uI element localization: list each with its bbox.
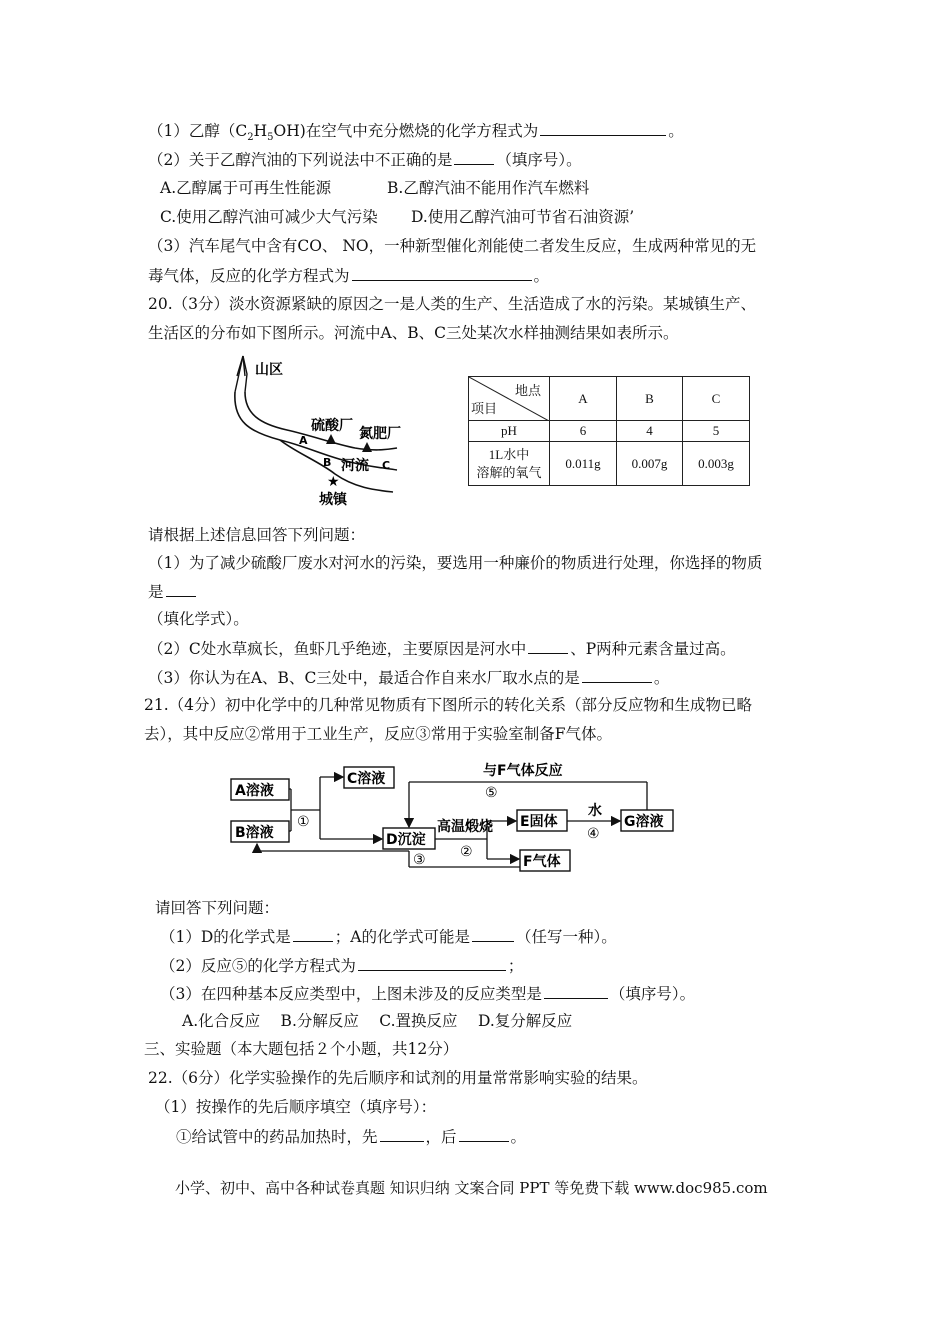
answer-blank[interactable]	[293, 926, 333, 942]
q19-line4-b: 。	[533, 267, 550, 285]
q21-sub3-a: （3）在四种基本反应类型中，上图未涉及的反应类型是	[160, 985, 542, 1003]
map-label-river: 河流	[341, 458, 369, 474]
q19-line2-b: （填序号）。	[496, 151, 582, 169]
table-cell: 5	[683, 421, 750, 442]
q19-option-a: A.乙醇属于可再生性能源	[160, 179, 332, 197]
q21-sub1-a: （1）D的化学式是	[160, 928, 291, 946]
q19-line1-d: 。	[668, 122, 684, 140]
answer-blank[interactable]	[528, 638, 568, 654]
corner-top-label: 地点	[514, 383, 541, 398]
answer-blank[interactable]	[459, 1126, 509, 1142]
q20-sub2-a: （2）C处水草疯长，鱼虾几乎绝迹，主要原因是河水中	[148, 640, 527, 658]
q19-line2-a: （2）关于乙醇汽油的下列说法中不正确的是	[148, 151, 453, 169]
table-cell: 4	[617, 421, 683, 442]
town-star-marker: ★	[327, 474, 340, 490]
table-header: C	[683, 377, 750, 421]
reaction-2-label: ②	[460, 844, 473, 860]
map-point-c: C	[382, 459, 391, 472]
table-corner-cell	[469, 377, 550, 421]
q19-line4	[148, 265, 549, 286]
q21-options: A.化合反应 B.分解反应 C.置换反应 D.复分解反应	[182, 1012, 573, 1030]
q22-line3-a: ①给试管中的药品加热时，先	[176, 1128, 378, 1146]
subscript-5: 5	[267, 132, 274, 144]
q19-line2	[148, 149, 582, 170]
subscript-2: 2	[247, 132, 254, 144]
answer-blank[interactable]	[166, 581, 196, 597]
table-row-label: pH	[469, 421, 550, 442]
q21-sub2	[160, 955, 523, 976]
q21-sub2-b: ；	[507, 957, 524, 975]
answer-blank[interactable]	[472, 926, 514, 942]
q22-line3-b: ，后	[425, 1128, 457, 1146]
q19-option-b: B.乙醇汽油不能用作汽车燃料	[387, 179, 590, 197]
answer-blank[interactable]	[358, 955, 506, 971]
map-label-mountain: 山区	[255, 362, 283, 378]
box-g-label: G溶液	[624, 814, 664, 830]
q19-option-d: D.使用乙醇汽油可节省石油资源’	[411, 208, 635, 226]
box-d-label: D沉淀	[386, 832, 426, 848]
answer-blank[interactable]	[582, 667, 652, 683]
q19-line3: （3）汽车尾气中含有CO、 NO，一种新型催化剂能使二者发生反应，生成两种常见的无	[148, 237, 757, 255]
q20-sub3-b: 。	[653, 669, 670, 687]
q19-line1-c: OH)在空气中充分燃烧的化学方程式为	[273, 122, 539, 140]
map-point-b: B	[323, 456, 332, 469]
map-label-nitrogen-factory: 氮肥厂	[359, 426, 401, 442]
q21-line1: 21.（4分）初中化学中的几种常见物质有下图所示的转化关系（部分反应物和生成物已略	[144, 696, 753, 714]
q22-line3-c: 。	[510, 1128, 527, 1146]
q19-line1-b: H	[253, 122, 268, 140]
q19-line1	[148, 120, 684, 148]
q21-sub3-b: （填序号）。	[609, 985, 696, 1003]
section-3-heading: 三、实验题（本大题包括２个小题，共12分）	[144, 1040, 459, 1058]
page-footer: 小学、初中、高中各种试卷真题 知识归纳 文案合同 PPT 等免费下载 www.doc985.com	[175, 1179, 768, 1197]
answer-blank[interactable]	[380, 1126, 424, 1142]
box-a-label: A溶液	[235, 783, 274, 799]
answer-blank[interactable]	[352, 265, 532, 281]
q20-sub1-line2	[148, 581, 198, 602]
map-point-a: A	[299, 434, 308, 447]
box-e-label: E固体	[520, 814, 558, 830]
q20-sub3-a: （3）你认为在A、B、C三处中，最适合作自来水厂取水点的是	[148, 669, 580, 687]
q22-line1: 22.（6分）化学实验操作的先后顺序和试剂的用量常常影响实验的结果。	[148, 1069, 648, 1087]
q20-sub1-line3: （填化学式）。	[148, 610, 249, 628]
q20-sub1-b: 是	[148, 583, 164, 601]
table-cell: 6	[550, 421, 617, 442]
conversion-flow-diagram	[225, 755, 685, 880]
river-map-figure	[225, 352, 410, 510]
table-cell: 0.011g	[550, 442, 617, 486]
map-label-town: 城镇	[319, 492, 347, 508]
answer-blank[interactable]	[544, 983, 608, 999]
reaction-5-label: ⑤	[485, 785, 498, 801]
table-cell: 0.007g	[617, 442, 683, 486]
box-f-label: F气体	[523, 854, 561, 870]
reaction-3-label: ③	[413, 852, 426, 868]
answer-blank[interactable]	[454, 149, 494, 165]
water-sample-table	[468, 376, 750, 486]
table-header: A	[550, 377, 617, 421]
q19-line4-a: 毒气体，反应的化学方程式为	[148, 267, 350, 285]
map-label-sulfuric-factory: 硫酸厂	[311, 418, 353, 434]
nitrogen-factory-marker	[362, 442, 372, 452]
q21-sub1-c: （任写一种）。	[516, 928, 617, 946]
q19-option-c: C.使用乙醇汽油可减少大气污染	[160, 208, 378, 226]
q21-sub3	[160, 983, 695, 1004]
q20-line2: 生活区的分布如下图所示。河流中A、B、C三处某次水样抽测结果如表所示。	[148, 324, 679, 342]
corner-bottom-label: 项目	[471, 401, 498, 416]
table-cell: 0.003g	[683, 442, 750, 486]
q20-sub2	[148, 638, 736, 659]
row2-label-line1: 1L水中	[488, 446, 530, 462]
sulfuric-factory-marker	[326, 434, 336, 444]
q21-sub2-a: （2）反应⑤的化学方程式为	[160, 957, 356, 975]
q21-sub1	[160, 926, 617, 947]
table-row-label	[469, 442, 550, 486]
q21-line2: 去），其中反应②常用于工业生产，反应③常用于实验室制备F气体。	[144, 725, 613, 743]
box-c-label: C溶液	[347, 771, 386, 787]
q20-sub1-line1: （1）为了减少硫酸厂废水对河水的污染，要选用一种廉价的物质进行处理，你选择的物质	[148, 554, 763, 572]
row2-label-line2: 溶解的氧气	[476, 464, 542, 480]
q20-intro: 请根据上述信息回答下列问题：	[148, 526, 366, 544]
water-label: 水	[588, 803, 602, 819]
q22-line3	[176, 1126, 526, 1147]
top-reaction-label: 与F气体反应	[483, 763, 563, 779]
reaction-4-label: ④	[587, 826, 600, 842]
table-header: B	[617, 377, 683, 421]
calcination-label: 高温煅烧	[437, 819, 493, 835]
answer-blank[interactable]	[540, 120, 666, 136]
q21-sub1-b: ；A的化学式可能是	[334, 928, 470, 946]
box-b-label: B溶液	[235, 825, 274, 841]
q21-intro: 请回答下列问题：	[155, 899, 280, 917]
q20-sub3	[148, 667, 669, 688]
reaction-1-label: ①	[297, 814, 310, 830]
q20-line1: 20.（3分）淡水资源紧缺的原因之一是人类的生产、生活造成了水的污染。某城镇生产、	[148, 295, 757, 313]
q20-sub2-b: 、P两种元素含量过高。	[570, 640, 736, 658]
q22-line2: （1）按操作的先后顺序填空（填序号）：	[155, 1098, 437, 1116]
q19-line1-a: （1）乙醇（C	[148, 122, 248, 140]
